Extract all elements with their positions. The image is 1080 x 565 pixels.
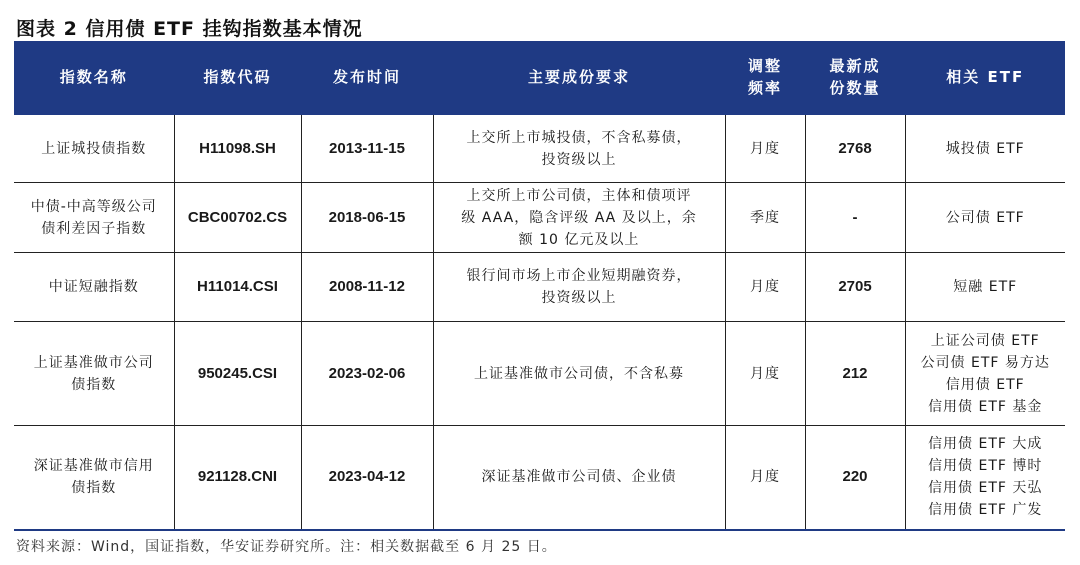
table-header-row [14,41,1065,114]
header-frequency: 调整 频率 [725,41,805,114]
figure-title: 图表 2 信用债 ETF 挂钩指数基本情况 [16,18,363,40]
cell-publish-date: 2008-11-12 [301,253,433,322]
cell-frequency: 月度 [725,114,805,183]
cell-etf: 上证公司债 ETF 公司债 ETF 易方达 信用债 ETF 信用债 ETF 基金 [905,322,1065,426]
table-row [14,426,1065,530]
cell-etf: 公司债 ETF [905,183,1065,253]
table-row [14,253,1065,322]
cell-index-code: H11014.CSI [174,253,301,322]
cell-count: 220 [805,426,905,530]
cell-frequency: 月度 [725,253,805,322]
cell-index-name: 深证基准做市信用 债指数 [14,426,174,530]
header-etf: 相关 ETF [905,41,1065,114]
cell-etf: 短融 ETF [905,253,1065,322]
cell-count: 2705 [805,253,905,322]
cell-index-code: H11098.SH [174,114,301,183]
table-row [14,183,1065,253]
cell-count: 212 [805,322,905,426]
cell-publish-date: 2023-04-12 [301,426,433,530]
header-count: 最新成 份数量 [805,41,905,114]
etf-index-table [14,41,1065,531]
cell-etf: 信用债 ETF 大成 信用债 ETF 博时 信用债 ETF 天弘 信用债 ETF 广发 [905,426,1065,530]
cell-index-name: 上证城投债指数 [14,114,174,183]
cell-requirement: 上证基准做市公司债，不含私募 [433,322,725,426]
cell-index-code: 950245.CSI [174,322,301,426]
cell-index-name: 中债-中高等级公司 债利差因子指数 [14,183,174,253]
cell-index-name: 上证基准做市公司 债指数 [14,322,174,426]
header-index-code: 指数代码 [174,41,301,114]
cell-etf: 城投债 ETF [905,114,1065,183]
cell-index-code: 921128.CNI [174,426,301,530]
cell-requirement: 银行间市场上市企业短期融资券， 投资级以上 [433,253,725,322]
cell-requirement: 深证基准做市公司债、企业债 [433,426,725,530]
source-note: 资料来源：Wind，国证指数，华安证券研究所。注：相关数据截至 6 月 25 日。 [16,539,557,555]
cell-count: 2768 [805,114,905,183]
header-requirement: 主要成份要求 [433,41,725,114]
cell-frequency: 月度 [725,426,805,530]
cell-publish-date: 2013-11-15 [301,114,433,183]
cell-publish-date: 2018-06-15 [301,183,433,253]
cell-index-name: 中证短融指数 [14,253,174,322]
header-publish-date: 发布时间 [301,41,433,114]
cell-requirement: 上交所上市公司债，主体和债项评 级 AAA，隐含评级 AA 及以上，余 额 10 亿元及以上 [433,183,725,253]
cell-frequency: 月度 [725,322,805,426]
cell-publish-date: 2023-02-06 [301,322,433,426]
cell-requirement: 上交所上市城投债，不含私募债， 投资级以上 [433,114,725,183]
table-row [14,322,1065,426]
header-index-name: 指数名称 [14,41,174,114]
cell-count: - [805,183,905,253]
cell-index-code: CBC00702.CS [174,183,301,253]
table-row [14,114,1065,183]
cell-frequency: 季度 [725,183,805,253]
